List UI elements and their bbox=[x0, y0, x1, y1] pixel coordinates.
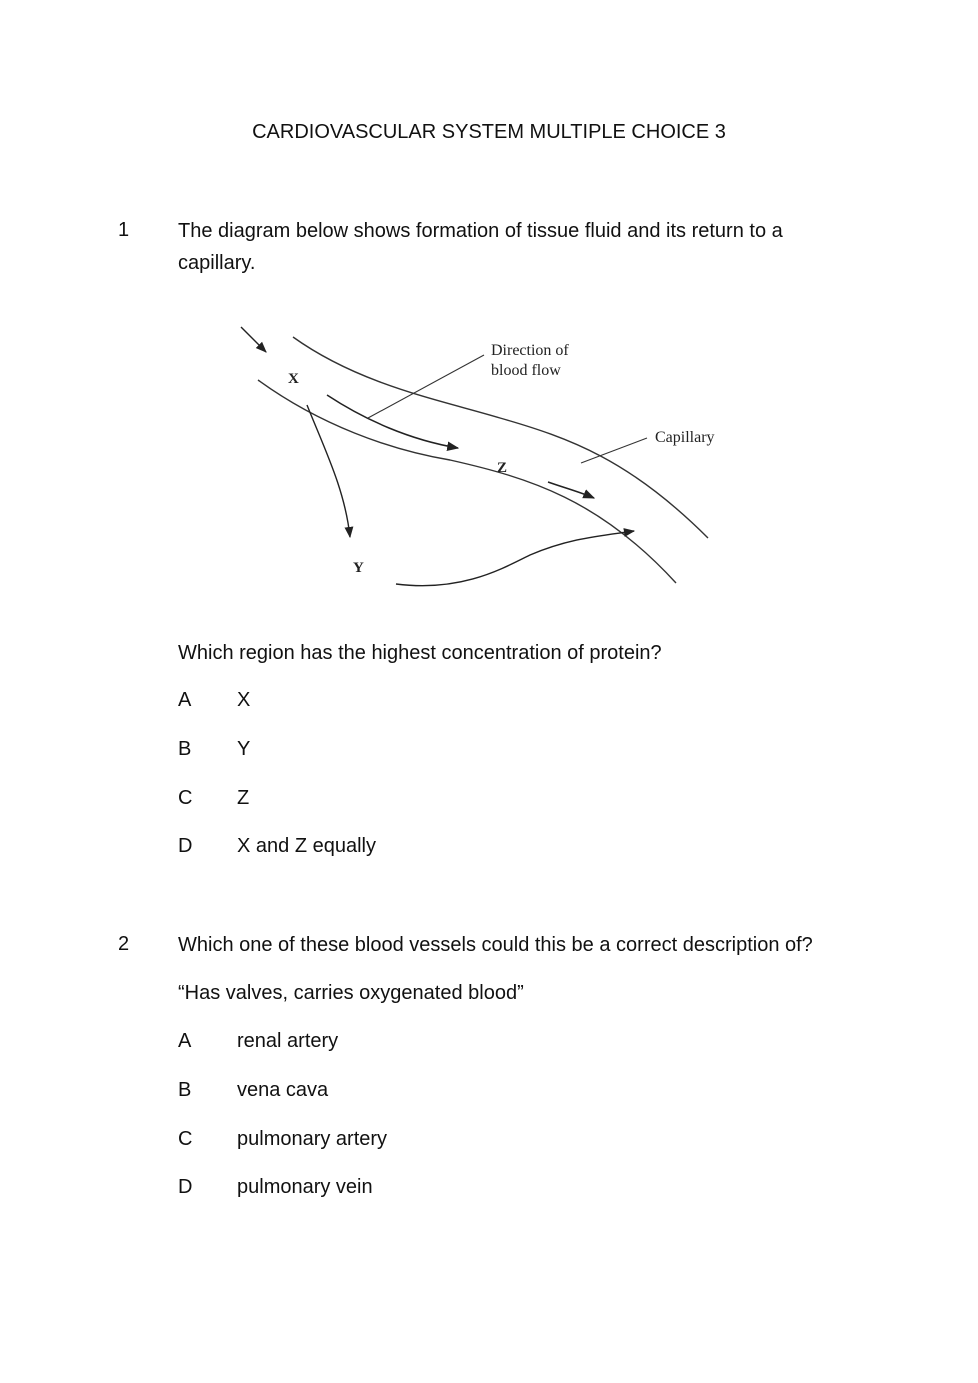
region-y-label: Y bbox=[353, 560, 364, 576]
inflow-arrow bbox=[241, 327, 266, 352]
question-1-number: 1 bbox=[118, 219, 130, 241]
question-2-number: 2 bbox=[118, 933, 130, 955]
q1-option-a-text[interactable]: X bbox=[237, 689, 251, 711]
question-2-quote: “Has valves, carries oxygenated blood” bbox=[178, 982, 524, 1004]
q2-option-c-letter[interactable]: C bbox=[178, 1128, 193, 1150]
q2-option-b-letter[interactable]: B bbox=[178, 1079, 192, 1101]
blood-flow-arrow-1 bbox=[327, 395, 458, 448]
fluid-return-arrow bbox=[396, 531, 634, 586]
q2-option-a-text[interactable]: renal artery bbox=[237, 1030, 339, 1052]
region-x-label: X bbox=[288, 371, 299, 387]
question-1-stem-line-2: capillary. bbox=[178, 252, 256, 274]
q1-option-b-letter[interactable]: B bbox=[178, 738, 192, 760]
q1-option-c-text[interactable]: Z bbox=[237, 787, 250, 809]
q1-option-b-text[interactable]: Y bbox=[237, 738, 251, 760]
q2-option-d-text[interactable]: pulmonary vein bbox=[237, 1176, 373, 1198]
question-2-stem: Which one of these blood vessels could this be a correct description of? bbox=[178, 934, 813, 956]
label-direction-line-1: Direction of bbox=[491, 342, 569, 359]
label-direction-line-2: blood flow bbox=[491, 362, 561, 379]
question-1-stem-line-1: The diagram below shows formation of tissue fluid and its return to a bbox=[178, 220, 783, 242]
q2-option-c-text[interactable]: pulmonary artery bbox=[237, 1128, 388, 1150]
label-capillary: Capillary bbox=[655, 429, 715, 446]
q1-option-d-letter[interactable]: D bbox=[178, 835, 193, 857]
fluid-out-arrow bbox=[307, 405, 350, 537]
question-1-prompt: Which region has the highest concentration of protein? bbox=[178, 642, 662, 664]
region-z-label: Z bbox=[497, 460, 508, 476]
q2-option-b-text[interactable]: vena cava bbox=[237, 1079, 329, 1101]
q2-option-a-letter[interactable]: A bbox=[178, 1030, 192, 1052]
q1-option-c-letter[interactable]: C bbox=[178, 787, 193, 809]
capillary-lower-wall bbox=[258, 380, 676, 583]
q1-option-a-letter[interactable]: A bbox=[178, 689, 192, 711]
tissue-fluid-diagram bbox=[200, 300, 780, 620]
q2-option-d-letter[interactable]: D bbox=[178, 1176, 193, 1198]
q1-option-d-text[interactable]: X and Z equally bbox=[237, 835, 376, 857]
page-title: CARDIOVASCULAR SYSTEM MULTIPLE CHOICE 3 bbox=[252, 121, 726, 143]
blood-flow-arrow-2 bbox=[548, 482, 594, 498]
